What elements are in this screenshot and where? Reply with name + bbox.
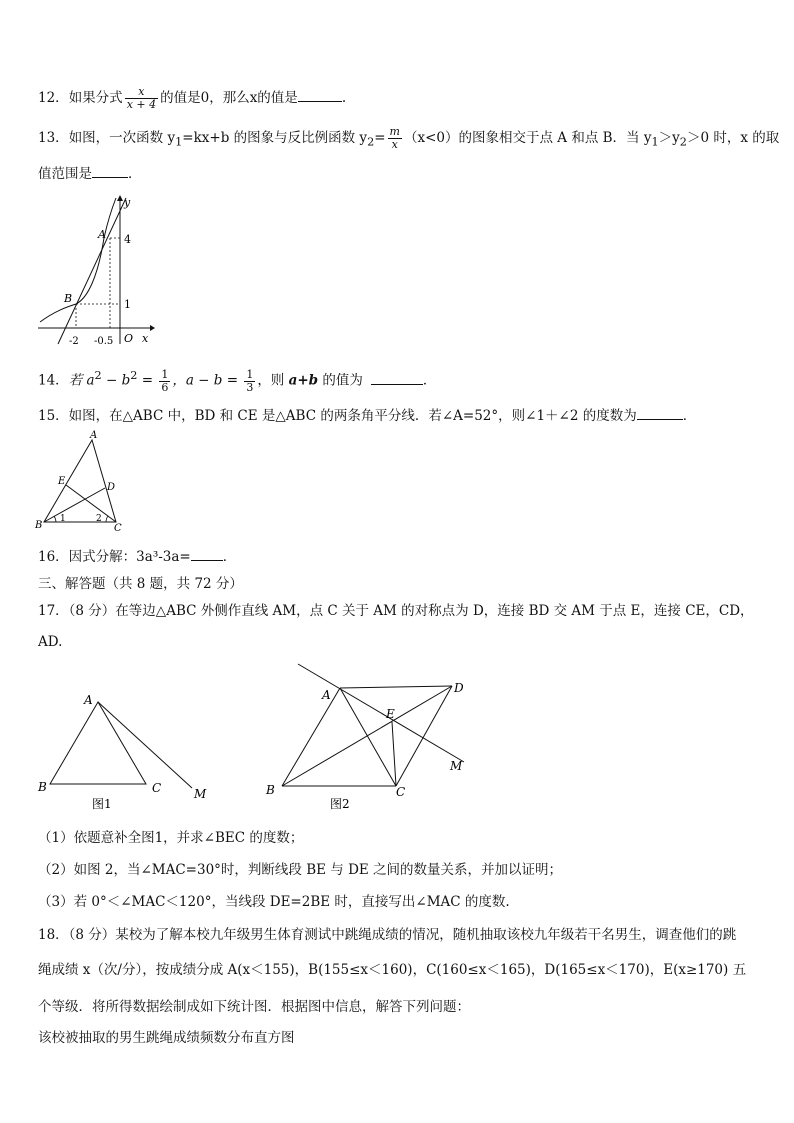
label-a: A — [84, 693, 93, 707]
question-18-line1: 18．（8 分）某校为了解本校九年级男生体育测试中跳绳成绩的情况，随机抽取该校九年级若干名男生，调查他们的跳 — [38, 927, 737, 943]
question-13: 13．如图，一次函数 $y_1=kx+b$ 的图象与反比例函数 $y_2=$ $\frac{m}{x}$ （x<0）的图象相交于点 A 和点 B．当 $y_1>y_2>0$ 时，x 的取 — [38, 125, 780, 151]
x-axis-arrow — [150, 325, 155, 331]
question-18-line4: 该校被抽取的男生跳绳成绩频数分布直方图 — [38, 1030, 295, 1046]
label-d: D — [454, 681, 464, 695]
caption-figure-1: 图1 — [92, 797, 112, 811]
label-d: D — [107, 482, 116, 493]
answer-blank[interactable] — [298, 87, 342, 102]
label-c: C — [152, 781, 162, 795]
question-16: 16．因式分解：3a³-3a= ． — [38, 546, 236, 567]
label-x: x — [142, 332, 149, 345]
q15-triangle-figure — [34, 428, 126, 532]
q12-number: 12． — [38, 90, 69, 106]
question-18-line2: 绳成绩 x（次/分），按成绩分成 A(x＜155)，B(155≤x＜160)，C(160≤x＜165)，D(165≤x＜170)，E(x≥170) 五 — [38, 962, 747, 978]
q12-fraction: $\frac{x}{x + 4}$ — [126, 85, 157, 111]
label-b: B — [266, 783, 275, 797]
section-heading: 三、解答题（共 8 题，共 72 分） — [38, 576, 243, 592]
hyperbola-curve — [40, 198, 116, 322]
label-origin: O — [124, 332, 134, 345]
label-a: A — [322, 688, 331, 702]
question-17-line1: 17．（8 分）在等边△ABC 外侧作直线 AM，点 C 关于 AM 的对称点为 D，连接 BD 交 AM 于点 E，连接 CE，CD， — [38, 603, 754, 619]
question-14: 14．若 $a^2 - b^2$ = $\frac{1}{6}$ ，a − b = $\frac{1}{3}$ ，则 a+b 的值为 ． — [38, 367, 437, 394]
question-15: 15．如图，在△ABC 中，BD 和 CE 是△ABC 的两条角平分线．若∠A=52°，则∠1＋∠2 的度数为 ． — [38, 405, 696, 426]
label-angle-1: 1 — [60, 514, 66, 524]
label-y: y — [124, 196, 131, 209]
label-x-neg05: -0.5 — [94, 336, 114, 347]
angle-2-arc — [106, 516, 108, 522]
q17-figure-2 — [258, 662, 478, 816]
question-13-line2: 值范围是 ． — [38, 163, 142, 184]
label-y-4: 4 — [124, 233, 131, 246]
segment-ab — [282, 688, 340, 786]
question-17-part-1: （1）依题意补全图1，并求∠BEC 的度数； — [38, 830, 304, 846]
angle-1-arc — [54, 516, 56, 522]
label-e: E — [386, 707, 395, 721]
label-b: B — [35, 520, 43, 531]
q12-pre: 如果分式 — [68, 90, 123, 106]
label-x-neg2: -2 — [69, 336, 79, 347]
question-17-line2: AD. — [38, 634, 63, 650]
segment-ac — [340, 688, 396, 786]
equilateral-triangle — [50, 702, 146, 784]
segment-ce — [392, 722, 396, 786]
label-y-1: 1 — [124, 298, 131, 311]
label-m: M — [450, 759, 463, 773]
line-am — [298, 664, 464, 762]
caption-figure-2: 图2 — [330, 797, 350, 811]
question-17-part-2: （2）如图 2，当∠MAC=30°时，判断线段 BE 与 DE 之间的数量关系，并加以证明； — [38, 862, 563, 878]
q17-figure-1 — [30, 688, 220, 812]
label-e: E — [58, 476, 66, 487]
label-angle-2: 2 — [96, 514, 102, 524]
answer-blank[interactable] — [371, 370, 423, 385]
question-18-line3: 个等级．将所得数据绘制成如下统计图．根据图中信息，解答下列问题： — [38, 999, 470, 1015]
segment-ad — [340, 686, 452, 688]
label-point-b: B — [64, 292, 73, 305]
label-c: C — [396, 785, 406, 799]
answer-blank[interactable] — [92, 163, 128, 178]
answer-blank[interactable] — [637, 405, 683, 420]
y-axis-arrow — [117, 195, 123, 201]
linear-function-line — [58, 198, 126, 344]
label-point-a: A — [98, 228, 106, 241]
question-17-part-3: （3）若 0°＜∠MAC＜120°，当线段 DE=2BE 时，直接写出∠MAC 的度数. — [38, 894, 510, 910]
answer-blank[interactable] — [191, 546, 223, 561]
segment-bd — [282, 686, 452, 786]
question-12: 12．如果分式 $\frac{x}{x + 4}$ 的值是0，那么x的值是 . — [38, 85, 347, 111]
q13-function-graph — [36, 192, 156, 350]
triangle-abc — [44, 440, 116, 522]
q13-fraction: $\frac{m}{x}$ — [389, 125, 400, 151]
label-c: C — [114, 523, 122, 532]
segment-cd — [396, 686, 452, 786]
label-b: B — [38, 780, 47, 794]
q12-post: 的值是0，那么x的值是 — [160, 90, 298, 106]
line-am — [98, 702, 192, 788]
label-m: M — [194, 787, 207, 801]
label-a: A — [90, 430, 98, 441]
